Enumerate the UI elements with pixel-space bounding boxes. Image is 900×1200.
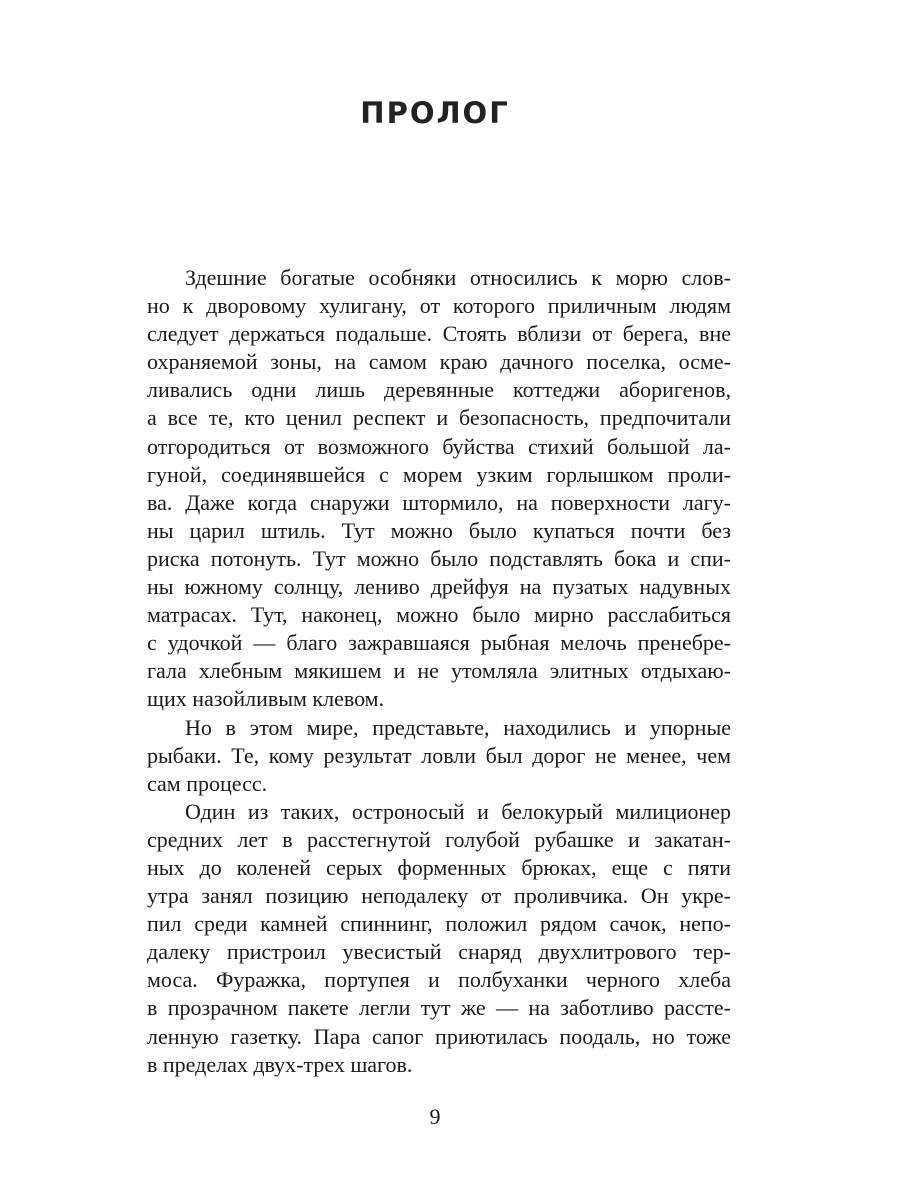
text-line: ленную газетку. Пара сапог приютилась поодаль, но тоже xyxy=(147,1023,731,1049)
text-line: в прозрачном пакете легли тут же — на заботливо рассте- xyxy=(147,995,731,1021)
text-line: охраняемой зоны, на самом краю дачного поселка, осме- xyxy=(147,349,731,375)
text-line: рыбаки. Те, кому результат ловли был дорог не менее, чем xyxy=(147,742,731,768)
text-line: следует держаться подальше. Стоять вблизи от берега, вне xyxy=(147,321,731,347)
chapter-title: ПРОЛОГ xyxy=(360,96,510,130)
text-line: ны царил штиль. Тут можно было купаться почти без xyxy=(147,517,731,543)
text-line: утра занял позицию неподалеку от проливчика. Он укре- xyxy=(147,883,731,909)
text-line: далеку пристроил увесистый снаряд двухлитрового тер- xyxy=(147,939,731,965)
paragraph xyxy=(147,714,731,798)
text-line: гала хлебным мякишем и не утомляла элитных отдыхаю- xyxy=(147,658,731,684)
text-line: Один из таких, остроносый и белокурый милиционер xyxy=(185,798,731,824)
text-line: ны южному солнцу, лениво дрейфуя на пузатых надувных xyxy=(147,574,731,600)
text-line: Но в этом мире, представьте, находились и упорные xyxy=(185,714,731,740)
text-line: средних лет в расстегнутой голубой рубашке и закатан- xyxy=(147,826,731,852)
page-number: 9 xyxy=(429,1104,441,1129)
text-line: матрасах. Тут, наконец, можно было мирно расслабиться xyxy=(147,602,731,628)
text-line: моса. Фуражка, портупея и полбуханки черного хлеба xyxy=(147,967,731,993)
text-line: Здешние богатые особняки относились к морю слов- xyxy=(185,265,731,290)
text-line: в пределах двух-трех шагов. xyxy=(147,1051,413,1077)
text-line: щих назойливым клевом. xyxy=(147,686,385,712)
text-line: риска потонуть. Тут можно было подставлять бока и спи- xyxy=(147,545,731,571)
text-line: ливались одни лишь деревянные коттеджи аборигенов, xyxy=(147,377,731,403)
text-line: гуной, соединявшейся с морем узким горлышком проли- xyxy=(147,461,731,487)
text-line: с удочкой — благо зажравшаяся рыбная мелочь пренебре- xyxy=(147,630,731,656)
body-text xyxy=(147,264,731,1079)
paragraph xyxy=(147,264,731,714)
text-line: а все те, кто ценил респект и безопасность, предпочитали xyxy=(147,405,731,431)
text-line: ных до коленей серых форменных брюках, еще с пяти xyxy=(147,854,731,880)
text-line: ва. Даже когда снаружи штормило, на поверхности лагу- xyxy=(147,489,731,515)
text-line: но к дворовому хулигану, от которого приличным людям xyxy=(147,293,731,319)
text-line: отгородиться от возможного буйства стихий большой ла- xyxy=(147,433,731,459)
text-line: пил среди камней спиннинг, положил рядом сачок, непо- xyxy=(147,911,731,937)
text-line: сам процесс. xyxy=(147,770,268,796)
paragraph xyxy=(147,798,731,1079)
